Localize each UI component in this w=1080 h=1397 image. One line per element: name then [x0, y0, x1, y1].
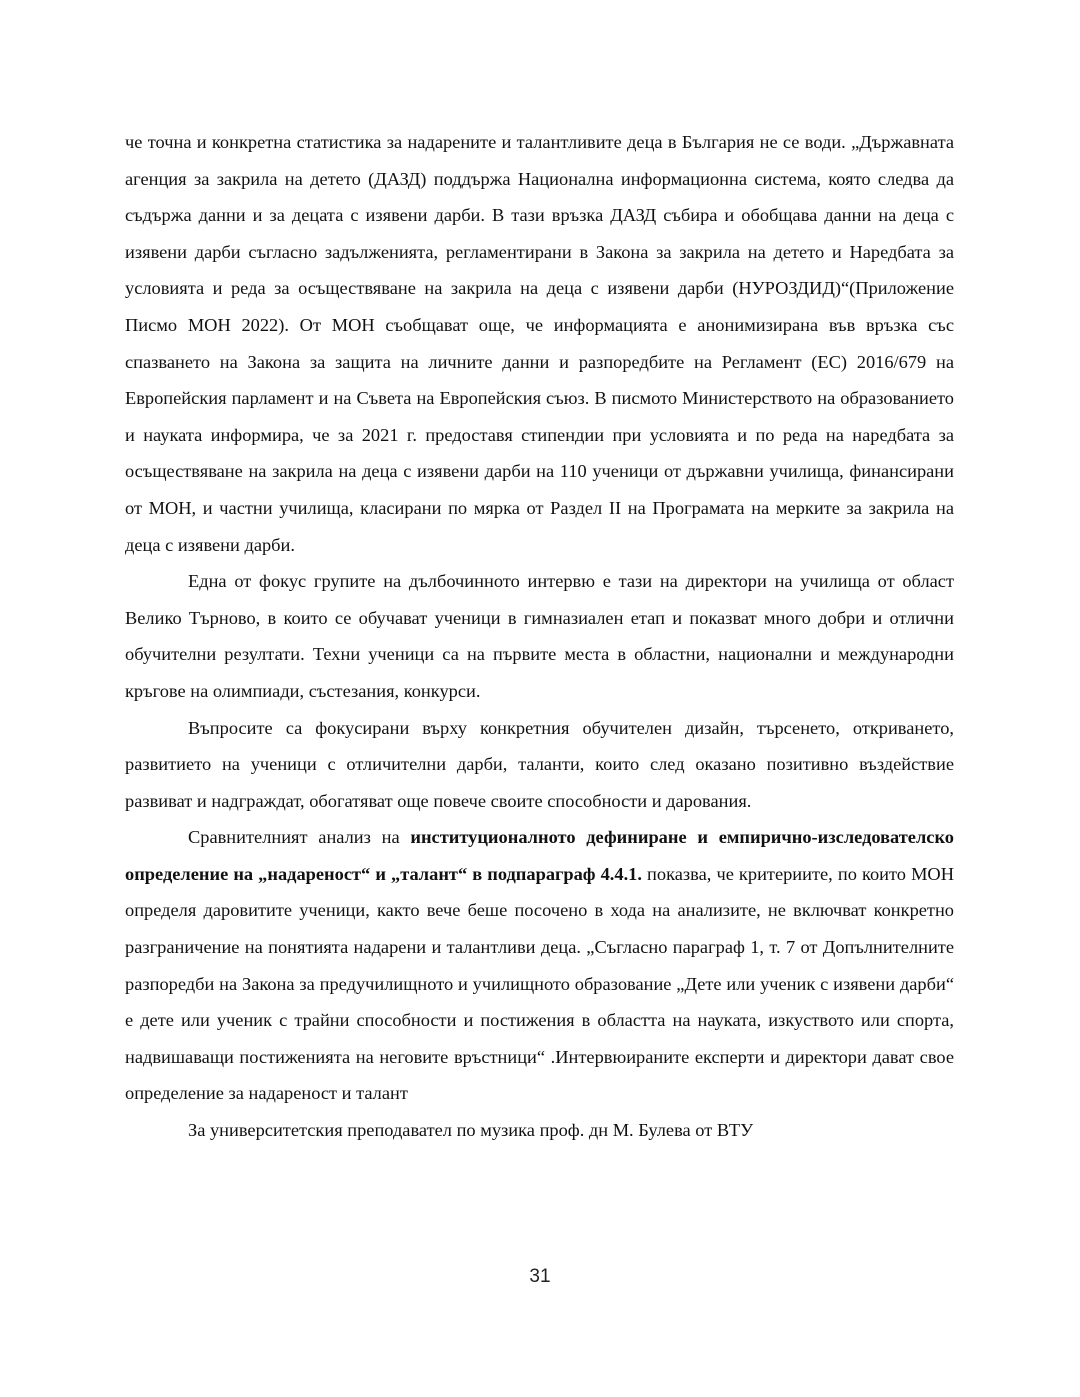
paragraph-university-lecturer: За университетския преподавател по музика проф. дн М. Булева от ВТУ — [188, 1120, 754, 1141]
paragraph-statistics: че точна и конкретна статистика за надарените и талантливите деца в България не се води. „Държавната агенция за закрила на детето (ДАЗД) поддържа Национална информационна система, която следва да съдържа данни и за децата с изявени дарби. В тази връзка ДАЗД събира и обобщава данни на деца с изявени дарби съгласно задълженията, регламентирани в Закона за закрила на детето и Наредбата за условията и реда за осъществяване на закрила на деца с изявени дарби (НУРОЗДИД)“(Приложение Писмо МОН 2022). От МОН съобщават още, че информацията е анонимизирана във връзка със спазването на Закона за защита на личните данни и разпоредбите на Регламент (ЕС) 2016/679 на Европейския парламент и на Съвета на Европейския съюз. В писмото Министерството на образованието и науката информира, че за 2021 г. предоставя стипендии при условията и по реда на наредбата за осъществяване на закрила на деца с изявени дарби на 110 ученици от държавни училища, финансирани от МОН, и частни училища, класирани по мярка от Раздел II на Програмата на мерките за закрила на деца с изявени дарби. — [125, 132, 954, 555]
page-number: 31 — [529, 1266, 551, 1287]
analysis-rest-text: показва, че критериите, по които МОН определя даровитите ученици, както вече беше посочено в хода на анализите, не включват конкретно разграничение на понятията надарени и талантливи деца. „Съгласно параграф 1, т. 7 от Допълнителните разпоредби на Закона за предучилищното и училищното образование „Дете или ученик с изявени дарби“ е дете или ученик с трайни способности и постижения в областта на науката, изкуството или спорта, надвишаващи постиженията на неговите връстници“ .Интервюираните експерти и директори дават свое определение за надареност и талант — [125, 863, 954, 1104]
paragraph-questions: Въпросите са фокусирани върху конкретния обучителен дизайн, търсенето, откриването, развитието на ученици с отличителни дарби, таланти, които след оказано позитивно въздействие развиват и надграждат, обогатяват още повече своите способности и дарования. — [125, 717, 954, 811]
paragraph-comparative-analysis — [125, 819, 954, 1112]
analysis-bold-text: институционалното дефиниране и емпирично-изследователско определение на „надареност“ и „талант“ в подпараграф 4.4.1. — [125, 827, 954, 884]
analysis-intro-text: Сравнителният анализ на — [188, 827, 411, 848]
paragraph-focus-groups: Една от фокус групите на дълбочинното интервю е тази на директори на училища от област Велико Търново, в които се обучават ученици в гимназиален етап и показват много добри и отлични обучителни резултати. Техни ученици са на първите места в областни, национални и международни кръгове на олимпиади, състезания, конкурси. — [125, 571, 954, 701]
body-text — [125, 124, 954, 1149]
